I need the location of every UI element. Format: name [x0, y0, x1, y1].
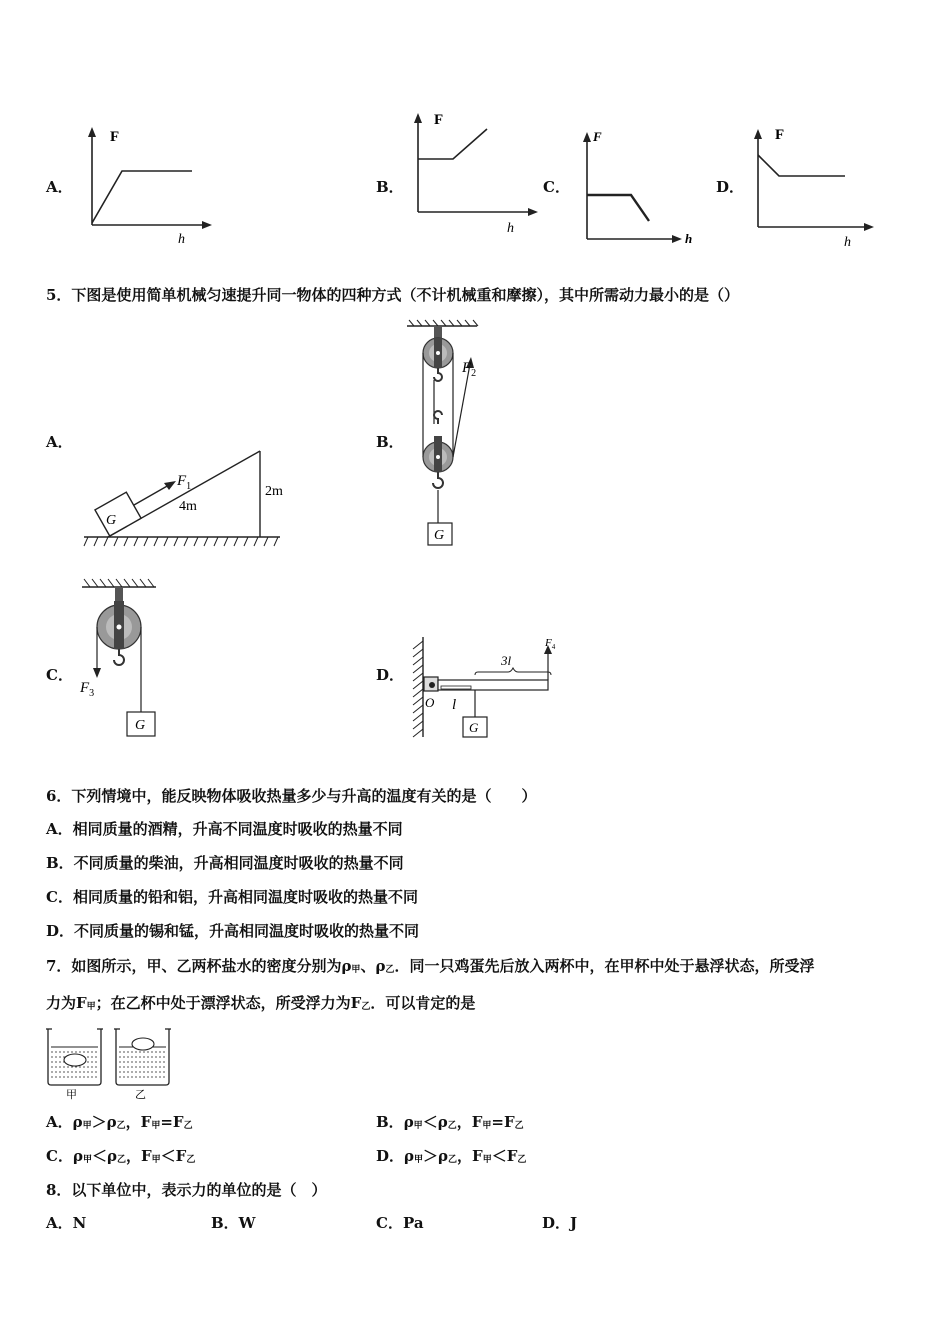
q5-lever-figure: [405, 635, 565, 740]
q8-option-c: C．Pa: [376, 1214, 424, 1232]
svg-text:G: G: [434, 528, 445, 543]
q5-stem: 5．下图是使用简单机械匀速提升同一物体的四种方式（不计机械重和摩擦），其中所需动力最小的是（）: [46, 286, 739, 304]
q7-beakers-figure: [44, 1025, 174, 1100]
svg-text:2m: 2m: [265, 484, 283, 499]
q6-option-c: C．相同质量的铅和铝，升高相同温度时吸收的热量不同: [46, 888, 418, 906]
svg-text:4m: 4m: [179, 499, 197, 514]
svg-text:F4: $F_4$: [545, 637, 556, 651]
q6-stem: 6．下列情境中，能反映物体吸收热量多少与升高的温度有关的是（ ）: [46, 787, 537, 805]
svg-text:G: G: [106, 513, 117, 528]
q5-option-b-label: B．: [376, 433, 404, 451]
svg-text:O: O: [425, 695, 435, 710]
svg-text:h: h: [507, 221, 514, 236]
svg-text:h: h: [844, 235, 851, 250]
svg-text:F2: $F_2$: [462, 360, 477, 379]
q8-option-a: A．N: [46, 1214, 87, 1232]
svg-text:F1: $F_1$: [177, 473, 192, 492]
svg-text:甲: 甲: [66, 1089, 77, 1101]
svg-text:l: l: [452, 697, 457, 713]
svg-text:h: h: [685, 231, 693, 246]
q7-stem-line1: 7．如图所示，甲、乙两杯盐水的密度分别为$\rho_甲$、$\rho_乙$．同一只鸡蛋先后放入两杯中，在甲杯中处于悬浮状态，所受浮: [46, 957, 815, 975]
svg-text:F: F: [434, 112, 444, 128]
q5-option-a-label: A．: [46, 433, 73, 451]
q7-option-b: B．$\rho_甲<\rho_乙$，$F_甲=F_乙$: [376, 1113, 524, 1131]
q6-option-b: B．不同质量的柴油，升高相同温度时吸收的热量不同: [46, 854, 404, 872]
svg-text:F: F: [593, 129, 602, 144]
q4-graph-b: [405, 110, 545, 235]
q4-graph-c: [575, 125, 705, 250]
q4-option-b-label: B．: [376, 178, 404, 196]
q7-option-d: D．$\rho_甲>\rho_乙$，$F_甲<F_乙$: [376, 1147, 527, 1165]
q4-option-d-label: D．: [716, 178, 745, 196]
svg-text:G: G: [469, 720, 479, 735]
q7-option-a: A．$\rho_甲>\rho_乙$，$F_甲=F_乙$: [46, 1113, 193, 1131]
q4-graph-d: [745, 123, 885, 248]
q8-stem: 8．以下单位中，表示力的单位的是（ ）: [46, 1181, 327, 1199]
svg-text:F: F: [775, 127, 785, 143]
q5-inclined-plane-figure: [84, 448, 284, 553]
axis-f-label: F: [110, 129, 120, 145]
q7-stem-line2: 力为$F_甲$；在乙杯中处于漂浮状态，所受浮力为$F_乙$．可以肯定的是: [46, 994, 476, 1012]
q4-option-a-label: A．: [46, 178, 73, 196]
q6-option-a: A．相同质量的酒精，升高不同温度时吸收的热量不同: [46, 820, 403, 838]
q5-option-c-label: C．: [46, 666, 73, 684]
q5-option-d-label: D．: [376, 666, 405, 684]
q6-option-d: D．不同质量的锡和锰，升高相同温度时吸收的热量不同: [46, 922, 420, 940]
q4-graph-a: [80, 125, 220, 245]
q8-option-d: D．J: [542, 1214, 578, 1232]
svg-text:3l: 3l: [501, 653, 512, 668]
q4-option-c-label: C．: [543, 178, 570, 196]
q7-option-c: C．$\rho_甲<\rho_乙$，$F_甲<F_乙$: [46, 1147, 196, 1165]
axis-h-label: h: [178, 232, 185, 247]
q5-pulley-block-figure: [404, 320, 514, 550]
svg-text:G: G: [135, 718, 146, 733]
q5-fixed-pulley-figure: [70, 575, 180, 740]
q8-option-b: B．W: [211, 1214, 256, 1232]
svg-text:乙: 乙: [135, 1089, 146, 1101]
svg-text:F3: $F_3$: [80, 680, 95, 699]
